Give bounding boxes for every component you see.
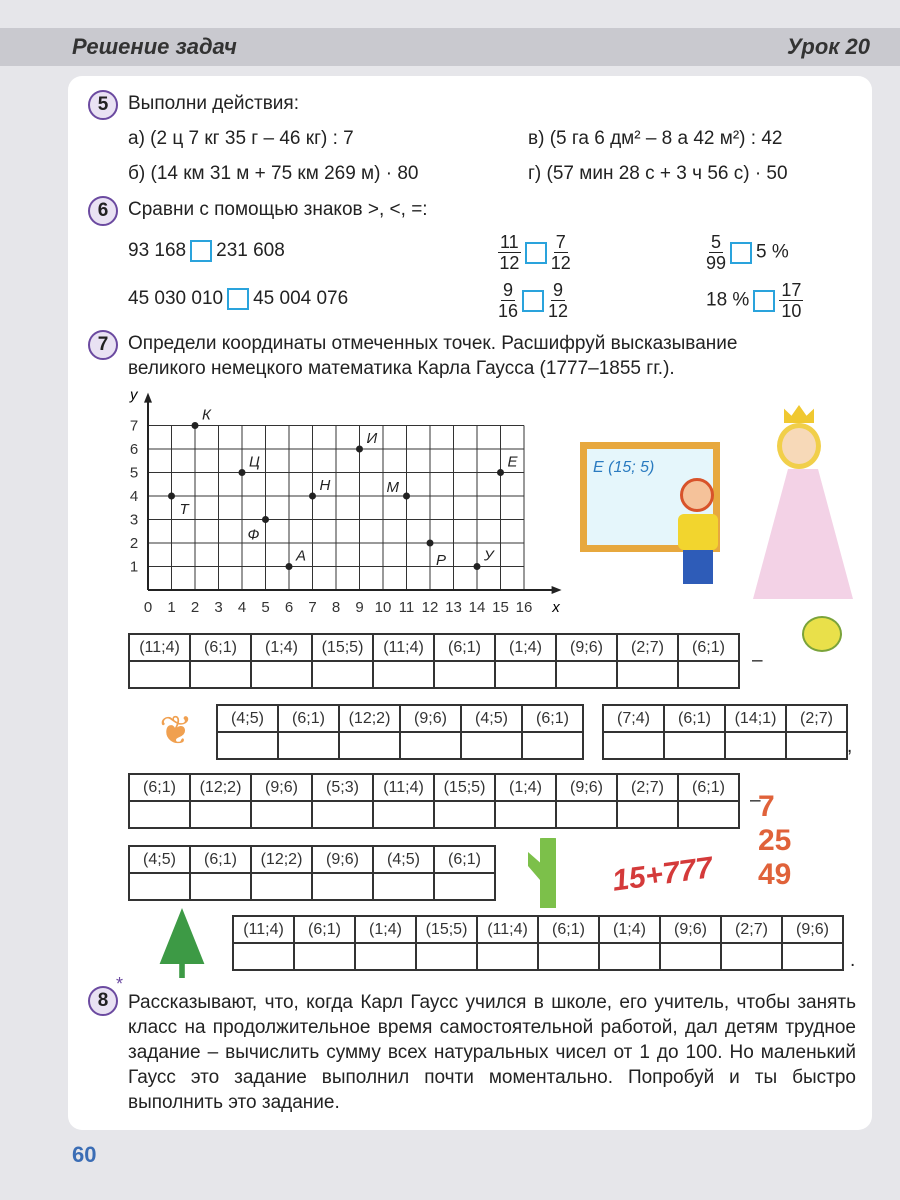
- coordinate-cell: (9;6): [556, 774, 617, 801]
- x-tick-label: 2: [190, 599, 200, 616]
- letter-answer-cell[interactable]: [339, 732, 400, 759]
- left-value: 45 030 010: [128, 288, 224, 310]
- data-point: [192, 422, 199, 429]
- letter-answer-cell[interactable]: [278, 732, 339, 759]
- coordinate-cell: (1;4): [599, 916, 660, 943]
- boy-illustration: [672, 478, 724, 588]
- point-label: Н: [319, 477, 331, 494]
- coordinate-cell: (15;5): [434, 774, 495, 801]
- x-tick-label: 10: [374, 599, 392, 616]
- letter-answer-cell[interactable]: [312, 873, 373, 900]
- letter-answer-cell[interactable]: [312, 661, 373, 688]
- letter-answer-cell[interactable]: [603, 732, 664, 759]
- y-tick-label: 6: [129, 441, 139, 458]
- fraction: $\frac{5}{99}$: [706, 232, 727, 273]
- coordinate-cell: (15;5): [312, 634, 373, 661]
- coordinate-cell: (2;7): [617, 634, 678, 661]
- coordinate-cell: (4;5): [129, 846, 190, 873]
- data-point: [286, 563, 293, 570]
- fraction: $\frac{9}{16}$: [498, 280, 519, 321]
- coordinate-cell: (1;4): [355, 916, 416, 943]
- coordinate-cell: (11;4): [129, 634, 190, 661]
- point-label: А: [296, 547, 307, 565]
- punctuation: –: [752, 650, 763, 671]
- coordinate-cell: (11;4): [477, 916, 538, 943]
- point-label: Р: [436, 552, 447, 569]
- task8-text: Рассказывают, что, когда Карл Гаусс учился в школе, его учитель, чтобы занять класс на продолжительное время самостоятельной работой, дал детям трудное задание – вычислить сумму всех натуральных чисел от 1 до 100. Но маленький Гаусс это задание выполнил почти моментально. Попробуй и ты быстро выполнить это задание.: [128, 992, 856, 1113]
- number-picture: 15+777: [610, 851, 715, 898]
- task-number-5: 5: [88, 90, 118, 120]
- y-tick-label: 4: [129, 488, 139, 505]
- y-tick-label: 3: [129, 511, 139, 529]
- coordinate-cell: (6;1): [278, 705, 339, 732]
- princess-illustration: [748, 405, 858, 605]
- data-point: [309, 493, 316, 500]
- letter-answer-cell[interactable]: [251, 873, 312, 900]
- point-label: У: [484, 547, 494, 565]
- y-tick-label: 5: [129, 464, 139, 482]
- coordinate-cell: (5;3): [312, 774, 373, 801]
- point-label: К: [202, 406, 211, 424]
- apple-icon: [802, 616, 842, 652]
- coordinate-cell: (4;5): [217, 705, 278, 732]
- y-tick-label: 1: [129, 558, 139, 576]
- letter-answer-cell[interactable]: [678, 801, 739, 828]
- punctuation: ,: [847, 736, 853, 757]
- task-number-7: 7: [88, 330, 118, 360]
- fraction: $\frac{7}{12}$: [550, 232, 571, 273]
- data-point: [497, 469, 504, 476]
- letter-answer-cell[interactable]: [786, 732, 847, 759]
- coordinate-cell: (9;6): [782, 916, 843, 943]
- coordinate-cell: (2;7): [617, 774, 678, 801]
- point-label: Ф: [247, 526, 260, 544]
- letter-answer-cell[interactable]: [129, 873, 190, 900]
- coordinate-cell: (6;1): [434, 846, 495, 873]
- x-tick-label: 6: [284, 599, 294, 616]
- coordinate-cell: (11;4): [373, 634, 434, 661]
- coordinate-cell: (12;2): [339, 705, 400, 732]
- coordinate-cell: (14;1): [725, 705, 786, 732]
- letter-answer-cell[interactable]: [373, 873, 434, 900]
- letter-answer-cell[interactable]: [217, 732, 278, 759]
- x-tick-label: 4: [237, 599, 247, 616]
- coordinate-cell: (4;5): [373, 846, 434, 873]
- letter-answer-cell[interactable]: [556, 801, 617, 828]
- cipher-table: [232, 915, 844, 971]
- fraction: $\frac{11}{12}$: [499, 232, 520, 273]
- lesson-title: Урок 20: [787, 34, 870, 59]
- coordinate-cell: (6;1): [678, 774, 739, 801]
- x-axis-label: x: [552, 599, 560, 616]
- coordinate-cell: (9;6): [660, 916, 721, 943]
- coordinate-cell: (7;4): [603, 705, 664, 732]
- challenge-star: *: [116, 974, 124, 994]
- coordinate-cell: (15;5): [416, 916, 477, 943]
- letter-answer-cell[interactable]: [190, 661, 251, 688]
- task5-g: г) (57 мин 28 с + 3 ч 56 с) · 50: [528, 163, 788, 184]
- data-point: [239, 469, 246, 476]
- task5-v: в) (5 га 6 дм² – 8 а 42 м²) : 42: [528, 128, 783, 149]
- cipher-table: [602, 704, 848, 760]
- letter-answer-cell[interactable]: [434, 873, 495, 900]
- letter-answer-cell[interactable]: [434, 661, 495, 688]
- coordinate-cell: (1;4): [495, 774, 556, 801]
- x-axis-arrow: [552, 586, 562, 594]
- coordinate-cell: (1;4): [495, 634, 556, 661]
- point-label: Ц: [249, 453, 260, 471]
- cipher-table: [128, 633, 740, 689]
- coordinate-cell: (6;1): [129, 774, 190, 801]
- y-tick-label: 2: [129, 535, 139, 552]
- cipher-table: [128, 773, 740, 829]
- letter-answer-cell[interactable]: [373, 661, 434, 688]
- letter-answer-cell[interactable]: [721, 943, 782, 970]
- task6-title: Сравни с помощью знаков >, <, =:: [128, 199, 428, 220]
- coordinate-cell: (6;1): [190, 846, 251, 873]
- letter-answer-cell[interactable]: [416, 943, 477, 970]
- x-tick-label: 9: [355, 599, 364, 616]
- letter-answer-cell[interactable]: [782, 943, 843, 970]
- letter-answer-cell[interactable]: [477, 943, 538, 970]
- task-number-6: 6: [88, 196, 118, 226]
- letter-answer-cell[interactable]: [312, 801, 373, 828]
- letter-answer-cell[interactable]: [373, 801, 434, 828]
- letter-answer-cell[interactable]: [660, 943, 721, 970]
- right-value: 231 608: [216, 240, 285, 262]
- point-label: Т: [179, 501, 189, 518]
- section-title: Решение задач: [72, 34, 237, 59]
- letter-answer-cell[interactable]: [522, 732, 583, 759]
- point-label: М: [386, 479, 399, 496]
- page-number: 60: [72, 1142, 97, 1167]
- x-tick-label: 3: [214, 599, 223, 616]
- coordinate-cell: (6;1): [664, 705, 725, 732]
- letter-answer-cell[interactable]: [251, 661, 312, 688]
- point-label: Е: [507, 453, 518, 471]
- cipher-table: [128, 845, 496, 901]
- letter-answer-cell[interactable]: [495, 801, 556, 828]
- letter-answer-cell[interactable]: [129, 801, 190, 828]
- punctuation: –: [750, 790, 761, 811]
- letter-answer-cell[interactable]: [233, 943, 294, 970]
- letter-answer-cell[interactable]: [617, 801, 678, 828]
- task-number-8: 8: [88, 986, 118, 1016]
- letter-answer-cell[interactable]: [400, 732, 461, 759]
- x-tick-label: 15: [492, 599, 509, 616]
- x-tick-label: 1: [167, 599, 176, 616]
- task5-title: Выполни действия:: [128, 93, 299, 114]
- letter-answer-cell[interactable]: [725, 732, 786, 759]
- task7-title-line2: великого немецкого математика Карла Гаусса (1777–1855 гг.).: [128, 358, 675, 379]
- x-tick-label: 13: [445, 599, 462, 616]
- letter-answer-cell[interactable]: [251, 801, 312, 828]
- letter-answer-cell[interactable]: [599, 943, 660, 970]
- letter-answer-cell[interactable]: [190, 873, 251, 900]
- coordinate-cell: (4;5): [461, 705, 522, 732]
- y-axis-label: y: [130, 386, 138, 404]
- letter-answer-cell[interactable]: [129, 661, 190, 688]
- letter-answer-cell[interactable]: [355, 943, 416, 970]
- coordinate-cell: (12;2): [251, 846, 312, 873]
- coordinate-cell: (6;1): [434, 634, 495, 661]
- cipher-table: [216, 704, 584, 760]
- data-point: [356, 446, 363, 453]
- y-axis-arrow: [144, 393, 152, 403]
- left-value: 93 168: [128, 240, 187, 262]
- letter-answer-cell[interactable]: [190, 801, 251, 828]
- coordinate-cell: (12;2): [190, 774, 251, 801]
- x-tick-label: 16: [515, 599, 533, 616]
- coordinate-cell: (11;4): [233, 916, 294, 943]
- coordinate-cell: (1;4): [251, 634, 312, 661]
- coordinate-cell: (2;7): [786, 705, 847, 732]
- coordinate-cell: (11;4): [373, 774, 434, 801]
- x-tick-label: 7: [308, 599, 317, 616]
- x-tick-label: 12: [421, 599, 439, 616]
- punctuation: .: [850, 950, 856, 971]
- coordinate-cell: (6;1): [522, 705, 583, 732]
- board-label: E (15; 5): [593, 459, 655, 476]
- letter-answer-cell[interactable]: [664, 732, 725, 759]
- x-tick-label: 8: [331, 599, 341, 616]
- coordinate-cell: (9;6): [251, 774, 312, 801]
- letter-answer-cell[interactable]: [678, 661, 739, 688]
- letter-answer-cell[interactable]: [556, 661, 617, 688]
- letter-answer-cell[interactable]: [461, 732, 522, 759]
- task5-a: а) (2 ц 7 кг 35 г – 46 кг) : 7: [128, 128, 354, 149]
- letter-answer-cell[interactable]: [294, 943, 355, 970]
- coordinate-cell: (6;1): [190, 634, 251, 661]
- left-value: 18 %: [706, 289, 750, 311]
- right-value: 45 004 076: [253, 288, 349, 310]
- coordinate-cell: (9;6): [556, 634, 617, 661]
- data-point: [474, 563, 481, 570]
- y-tick-label: 7: [129, 417, 139, 435]
- letter-answer-cell[interactable]: [434, 801, 495, 828]
- butterfly-icon: ❦: [159, 709, 193, 753]
- point-label: И: [366, 430, 378, 447]
- coordinate-cell: (2;7): [721, 916, 782, 943]
- x-tick-label: 0: [143, 599, 153, 616]
- coordinate-cell: (9;6): [312, 846, 373, 873]
- letter-answer-cell[interactable]: [495, 661, 556, 688]
- letter-answer-cell[interactable]: [538, 943, 599, 970]
- data-point: [427, 540, 434, 547]
- x-tick-label: 11: [398, 599, 415, 616]
- task7-title: Определи координаты отмеченных точек. Расшифруй высказывание: [128, 333, 738, 354]
- numbers-illustration: 7 25 49: [758, 790, 792, 891]
- right-value: 5 %: [756, 241, 789, 263]
- coordinate-cell: (6;1): [678, 634, 739, 661]
- letter-answer-cell[interactable]: [617, 661, 678, 688]
- coordinate-cell: (9;6): [400, 705, 461, 732]
- coordinate-cell: (6;1): [538, 916, 599, 943]
- data-point: [403, 493, 410, 500]
- task5-b: б) (14 км 31 м + 75 км 269 м) · 80: [128, 163, 419, 184]
- data-point: [168, 493, 175, 500]
- fraction: $\frac{17}{10}$: [781, 280, 802, 321]
- fraction: $\frac{9}{12}$: [548, 280, 569, 321]
- coordinate-cell: (6;1): [294, 916, 355, 943]
- x-tick-label: 14: [468, 599, 486, 616]
- data-point: [262, 516, 269, 523]
- x-tick-label: 5: [261, 599, 270, 616]
